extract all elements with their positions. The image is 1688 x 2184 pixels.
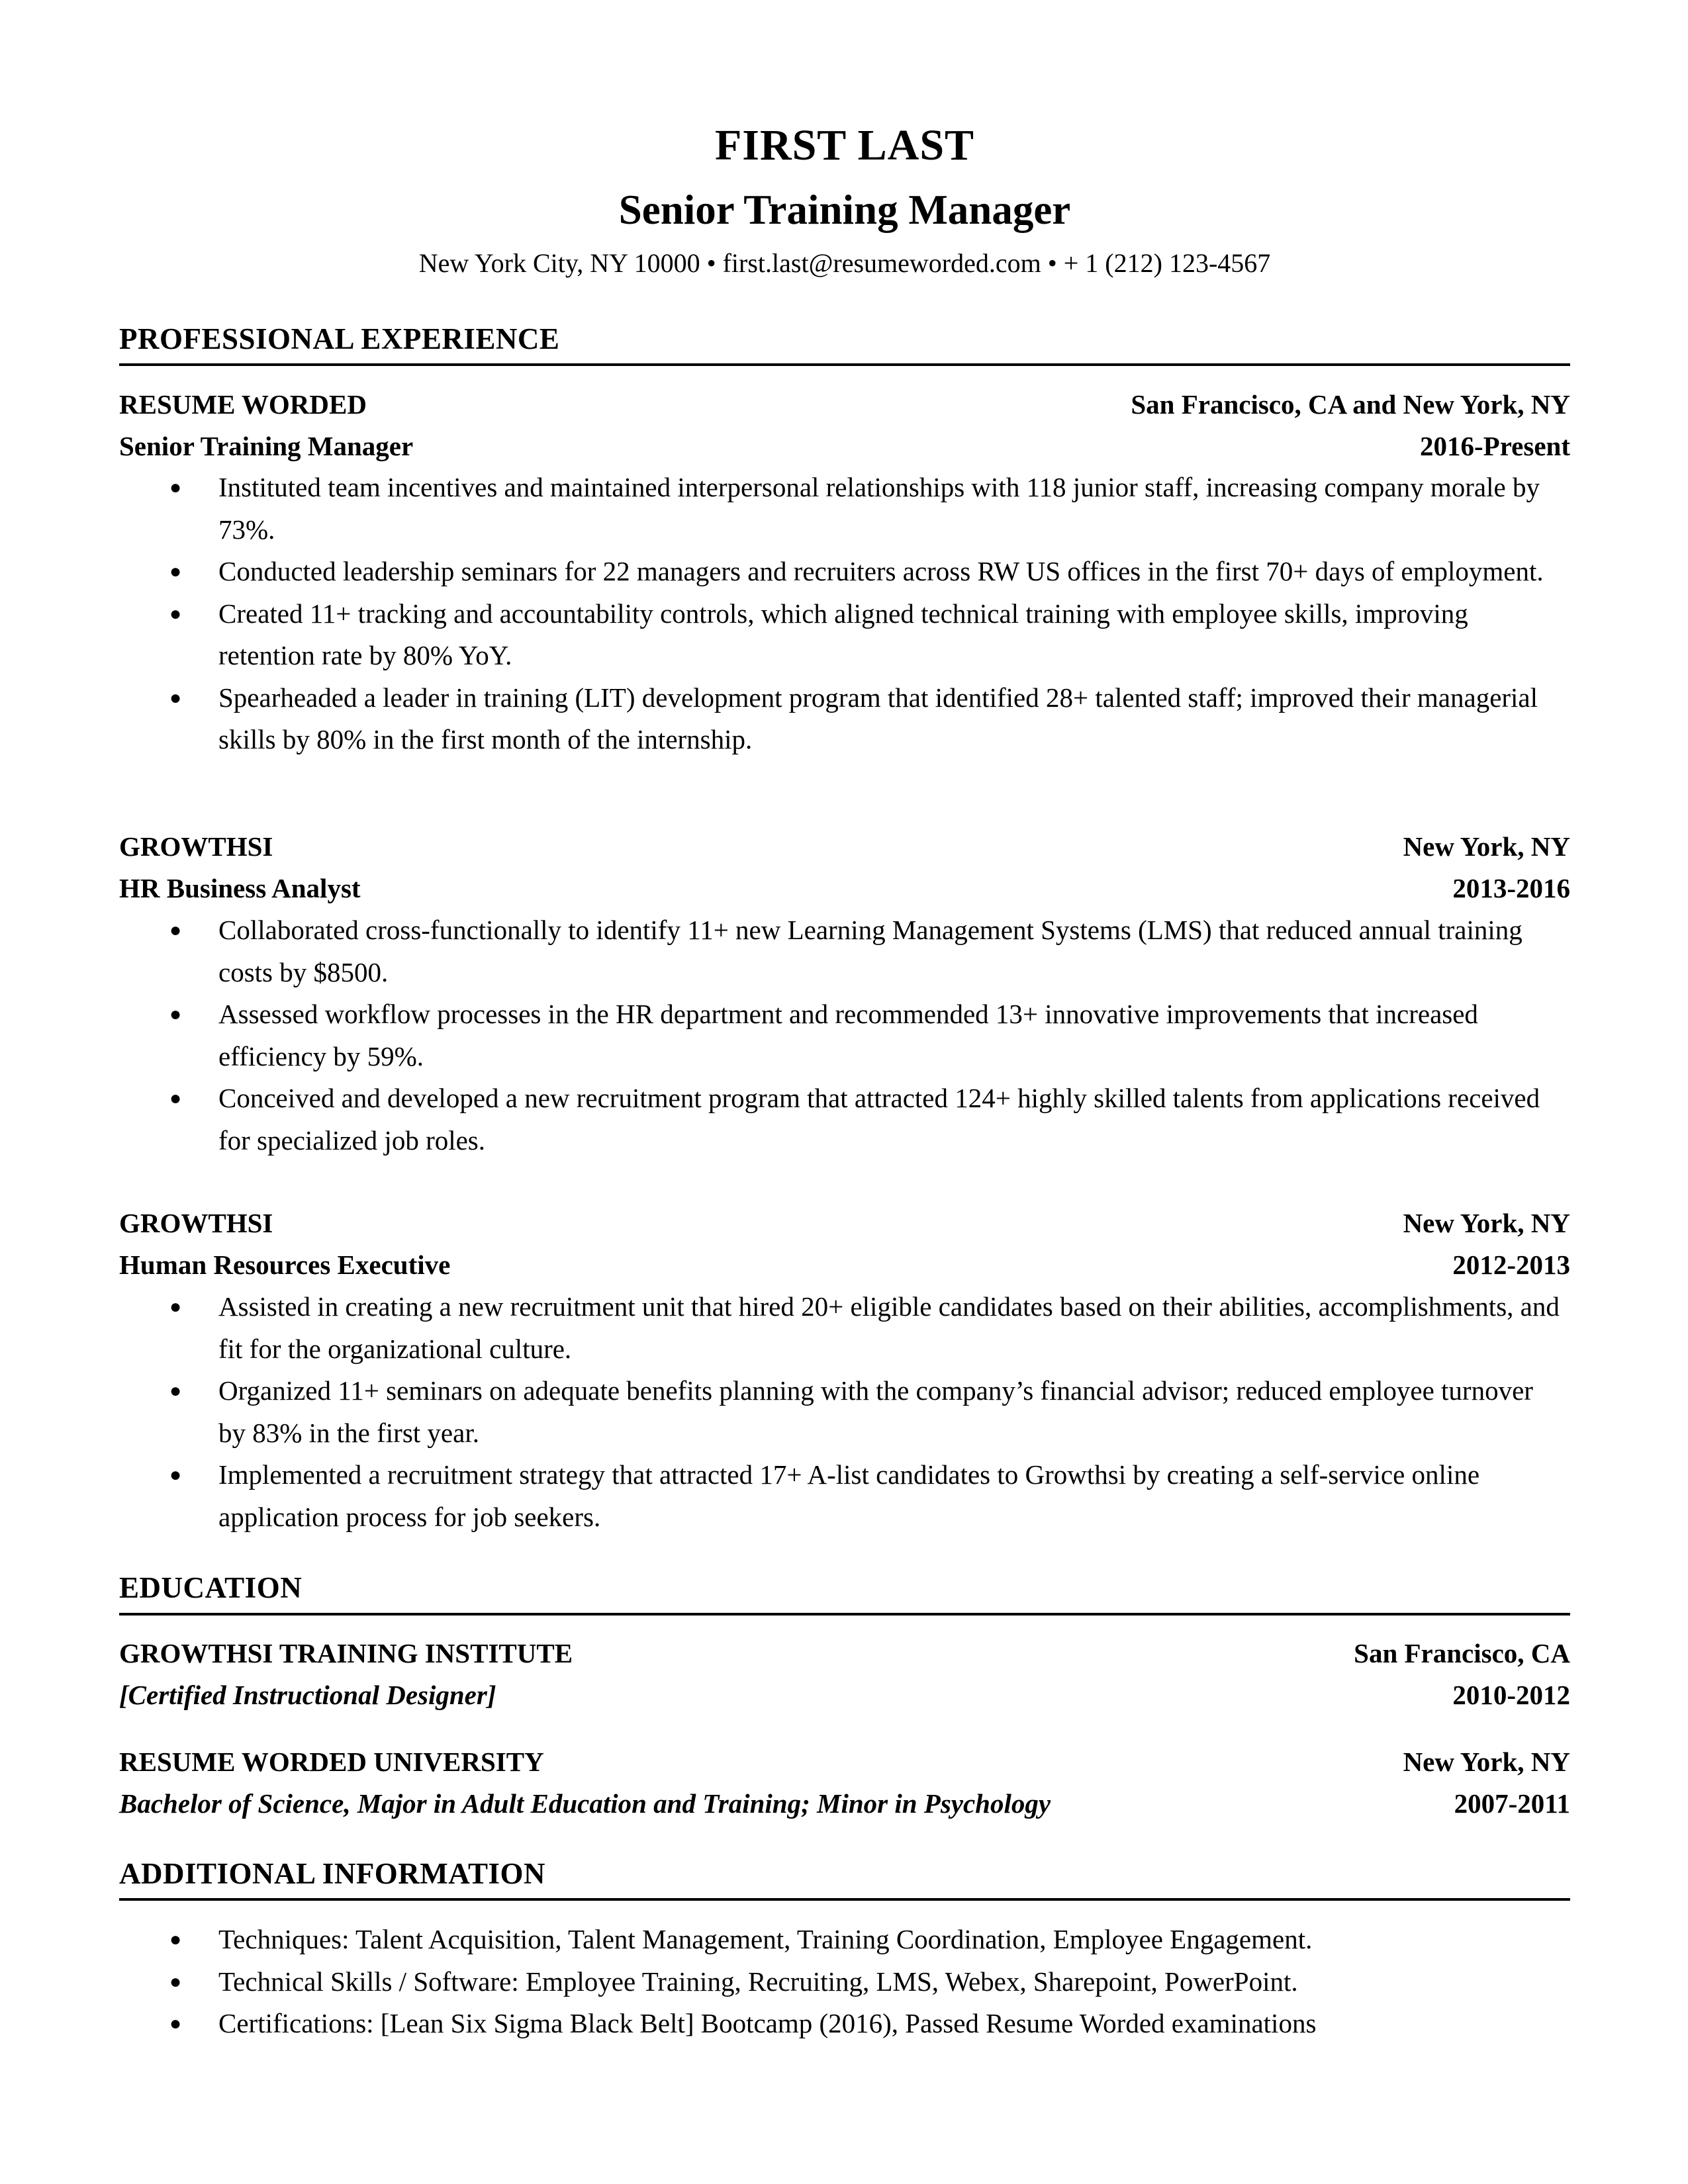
- list-item: ● Technical Skills / Software: Employee Training, Recruiting, LMS, Webex, Sharepoint, PowerPoint.: [119, 1961, 1570, 2003]
- bullet-icon: ●: [169, 1087, 182, 1109]
- job-bullets: [119, 909, 1570, 1161]
- list-item: ● Organized 11+ seminars on adequate benefits planning with the company’s financial advisor; reduced employee turnover by 83% in the first year.: [119, 1370, 1570, 1454]
- job-company: RESUME WORDED: [119, 389, 367, 420]
- job-dates: 2013-2016: [1452, 873, 1570, 903]
- education-degree: [Certified Instructional Designer]: [119, 1680, 496, 1710]
- section-divider: [119, 1898, 1570, 1901]
- education-location: New York, NY: [1403, 1747, 1570, 1777]
- list-item: ● Created 11+ tracking and accountability controls, which aligned technical training with employee skills, improving retention rate by 80% YoY.: [119, 593, 1570, 677]
- bullet-icon: ●: [169, 1929, 182, 1950]
- bullet-icon: ●: [169, 2013, 182, 2034]
- list-item: ● Conducted leadership seminars for 22 managers and recruiters across RW US offices in the first 70+ days of employment.: [119, 551, 1570, 593]
- list-item: ● Techniques: Talent Acquisition, Talent Management, Training Coordination, Employee Engagement.: [119, 1919, 1570, 1961]
- list-item: ● Assessed workflow processes in the HR department and recommended 13+ innovative improvements that increased efficiency by 59%.: [119, 993, 1570, 1077]
- education-school: GROWTHSI TRAINING INSTITUTE: [119, 1638, 573, 1668]
- resume-page: [119, 0, 1570, 2184]
- job-location: New York, NY: [1403, 1208, 1570, 1238]
- bullet-icon: ●: [169, 602, 182, 625]
- list-item: ● Spearheaded a leader in training (LIT) development program that identified 28+ talented staff; improved their managerial skills by 80% in the first month of the internship.: [119, 677, 1570, 761]
- contact-line: New York City, NY 10000 • first.last@resumeworded.com • + 1 (212) 123-4567: [418, 248, 1271, 278]
- bullet-icon: ●: [169, 1296, 182, 1318]
- job-role: Human Resources Executive: [119, 1250, 451, 1280]
- list-item: ● Conceived and developed a new recruitment program that attracted 124+ highly skilled talents from applications received for specialized job roles.: [119, 1077, 1570, 1161]
- section-title-education: EDUCATION: [119, 1571, 303, 1604]
- job-location: San Francisco, CA and New York, NY: [1131, 389, 1570, 420]
- bullet-icon: ●: [169, 561, 182, 582]
- education-header: [119, 1633, 1570, 1673]
- candidate-name: FIRST LAST: [714, 121, 975, 169]
- candidate-title: Senior Training Manager: [618, 187, 1071, 233]
- job-header: [119, 1203, 1570, 1243]
- list-item: ● Implemented a recruitment strategy that attracted 17+ A-list candidates to Growthsi by creating a self-service online application process for job seekers.: [119, 1454, 1570, 1538]
- bullet-icon: ●: [169, 477, 182, 498]
- education-header: [119, 1742, 1570, 1782]
- list-item: ● Assisted in creating a new recruitment unit that hired 20+ eligible candidates based on their abilities, accomplishments, and fit for the organizational culture.: [119, 1286, 1570, 1370]
- education-dates: 2010-2012: [1452, 1680, 1570, 1710]
- job-role: Senior Training Manager: [119, 431, 414, 461]
- education-degree: Bachelor of Science, Major in Adult Education and Training; Minor in Psychology: [119, 1788, 1051, 1819]
- list-item: ● Certifications: [Lean Six Sigma Black Belt] Bootcamp (2016), Passed Resume Worded examinations: [119, 2003, 1570, 2045]
- additional-bullets: [119, 1919, 1570, 2045]
- section-divider: [119, 1613, 1570, 1615]
- job-header: [119, 385, 1570, 424]
- education-degree-row: [119, 1675, 1570, 1715]
- job-role: HR Business Analyst: [119, 873, 361, 903]
- job-role-row: [119, 1245, 1570, 1285]
- bullet-icon: ●: [169, 1380, 182, 1402]
- job-company: GROWTHSI: [119, 831, 273, 862]
- bullet-icon: ●: [169, 1003, 182, 1025]
- job-dates: 2012-2013: [1452, 1250, 1570, 1280]
- section-title-experience: PROFESSIONAL EXPERIENCE: [119, 322, 560, 355]
- bullet-icon: ●: [169, 1464, 182, 1486]
- job-role-row: [119, 426, 1570, 466]
- job-bullets: [119, 1286, 1570, 1538]
- job-role-row: [119, 868, 1570, 908]
- job-header: [119, 827, 1570, 866]
- list-item: ● Collaborated cross-functionally to identify 11+ new Learning Management Systems (LMS) that reduced annual training costs by $8500.: [119, 909, 1570, 993]
- education-location: San Francisco, CA: [1354, 1638, 1570, 1668]
- education-school: RESUME WORDED UNIVERSITY: [119, 1747, 544, 1777]
- bullet-icon: ●: [169, 686, 182, 709]
- education-dates: 2007-2011: [1454, 1788, 1570, 1819]
- job-location: New York, NY: [1403, 831, 1570, 862]
- job-dates: 2016-Present: [1420, 431, 1570, 461]
- list-item: ● Instituted team incentives and maintained interpersonal relationships with 118 junior staff, increasing company morale by 73%.: [119, 467, 1570, 551]
- section-divider: [119, 363, 1570, 366]
- education-degree-row: [119, 1784, 1570, 1823]
- job-company: GROWTHSI: [119, 1208, 273, 1238]
- section-title-additional: ADDITIONAL INFORMATION: [119, 1857, 545, 1890]
- bullet-icon: ●: [169, 1970, 182, 1993]
- bullet-icon: ●: [169, 919, 182, 941]
- job-bullets: [119, 467, 1570, 761]
